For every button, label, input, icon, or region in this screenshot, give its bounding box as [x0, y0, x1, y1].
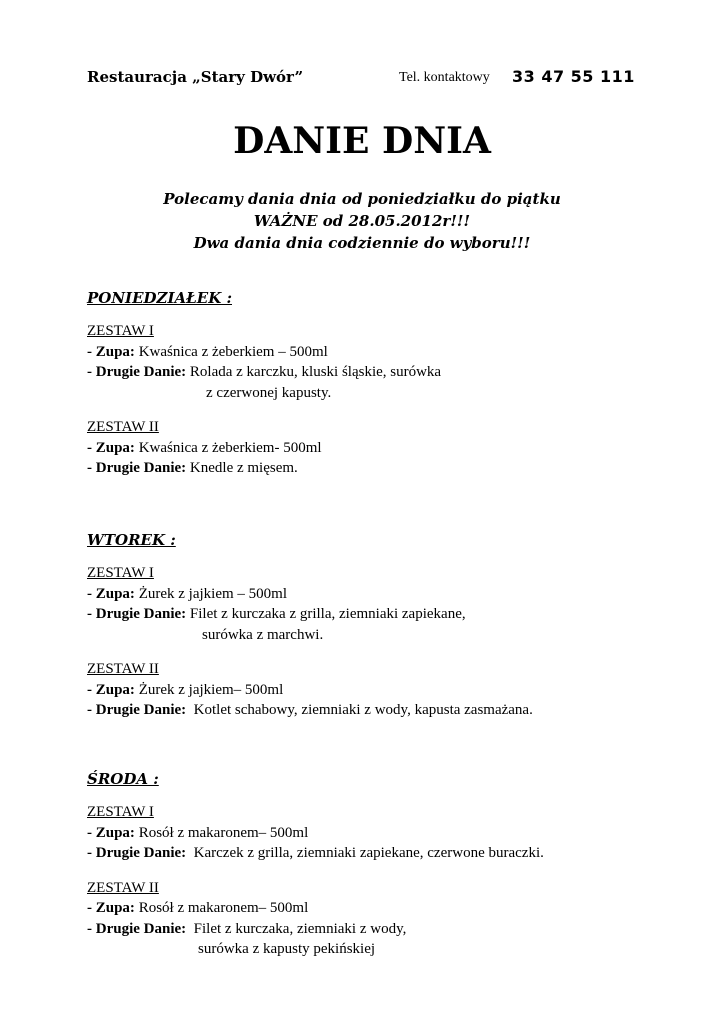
set-2 [87, 417, 687, 479]
soup-label: - Zupa: [87, 900, 135, 916]
main-dish-continued: surówka z kapusty pekińskiej [198, 941, 376, 957]
main-label: - Drugie Danie: [87, 702, 187, 718]
main-dish: Karczek z grilla, ziemniaki zapiekane, czerwone buraczki. [186, 845, 544, 861]
day-wednesday [87, 770, 687, 974]
soup-line [87, 438, 687, 459]
subtitle [0, 188, 724, 254]
page-title: DANIE DNIA [233, 120, 491, 162]
main-label: - Drugie Danie: [87, 845, 187, 861]
set-2 [87, 878, 687, 960]
day-name: PONIEDZIAŁEK : [87, 289, 232, 307]
soup-line [87, 680, 687, 701]
subtitle-line-1: Polecamy dania dnia od poniedziałku do piątku [163, 190, 561, 208]
soup-label: - Zupa: [87, 824, 135, 841]
set-title: ZESTAW II [87, 661, 159, 677]
soup-dish: Żurek z jajkiem – 500ml [134, 585, 287, 602]
set-1 [87, 321, 687, 403]
main-dish: Kotlet schabowy, ziemniaki z wody, kapusta zasmażana. [186, 702, 533, 718]
main-line [87, 458, 687, 479]
soup-dish: Rosół z makaronem– 500ml [134, 900, 309, 916]
restaurant-name: Restauracja „Stary Dwór” [87, 68, 304, 86]
main-line [87, 700, 687, 721]
main-dish: Knedle z mięsem. [186, 460, 298, 476]
main-label: - Drugie Danie: [87, 364, 187, 380]
soup-label: - Zupa: [87, 681, 135, 698]
subtitle-line-3: Dwa dania dnia codziennie do wyboru!!! [193, 234, 531, 252]
main-label: - Drugie Danie: [87, 460, 187, 476]
main-dish: Rolada z karczku, kluski śląskie, surówka [186, 364, 442, 380]
phone-number: 33 47 55 111 [512, 67, 635, 86]
soup-label: - Zupa: [87, 585, 135, 602]
main-label: - Drugie Danie: [87, 606, 187, 622]
main-dish-continued: surówka z marchwi. [202, 626, 324, 643]
soup-line [87, 898, 687, 919]
soup-label: - Zupa: [87, 439, 135, 456]
main-dish-continued: z czerwonej kapusty. [206, 384, 332, 401]
header [87, 68, 647, 92]
set-title: ZESTAW I [87, 323, 154, 339]
set-title: ZESTAW II [87, 879, 159, 896]
set-2 [87, 659, 687, 721]
day-name: WTOREK : [87, 531, 176, 549]
main-dish: Filet z kurczaka, ziemniaki z wody, [186, 920, 407, 937]
set-1 [87, 802, 687, 864]
main-line [87, 604, 687, 625]
soup-label: - Zupa: [87, 343, 135, 360]
subtitle-line-2: WAŻNE od 28.05.2012r!!! [253, 212, 471, 230]
day-monday [87, 289, 687, 493]
soup-line [87, 823, 687, 844]
contact-label: Tel. kontaktowy [399, 70, 490, 85]
main-line [87, 362, 687, 383]
soup-dish: Kwaśnica z żeberkiem – 500ml [134, 343, 328, 360]
soup-dish: Kwaśnica z żeberkiem- 500ml [134, 439, 322, 456]
main-dish: Filet z kurczaka z grilla, ziemniaki zapiekane, [186, 606, 466, 622]
day-name: ŚRODA : [87, 770, 159, 788]
main-line [87, 843, 687, 864]
set-title: ZESTAW I [87, 804, 154, 820]
set-1 [87, 563, 687, 645]
day-tuesday [87, 531, 687, 735]
soup-line [87, 584, 687, 605]
main-label: - Drugie Danie: [87, 920, 187, 937]
soup-dish: Rosół z makaronem– 500ml [134, 824, 309, 841]
soup-line [87, 342, 687, 363]
soup-dish: Żurek z jajkiem– 500ml [134, 681, 284, 698]
set-title: ZESTAW I [87, 565, 154, 581]
main-line [87, 919, 687, 940]
set-title: ZESTAW II [87, 419, 159, 435]
